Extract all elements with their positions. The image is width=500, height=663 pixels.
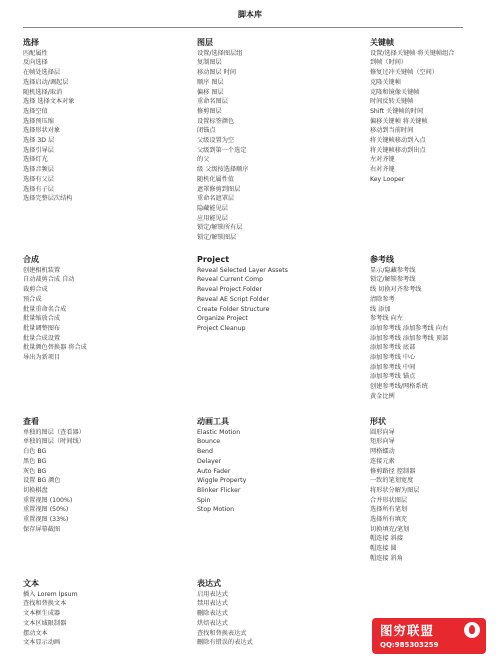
script-list <box>23 49 183 204</box>
script-item[interactable]: 选择完整层次结构 <box>23 195 73 203</box>
script-item[interactable]: 选择灯光 <box>23 156 48 164</box>
script-item[interactable]: 时间反转关键帧 <box>370 98 414 106</box>
script-item[interactable]: 一致的笔划宽度 <box>370 477 414 485</box>
script-item[interactable]: 矩形向导 <box>370 438 395 446</box>
script-item[interactable]: 选择引导层 <box>23 146 54 154</box>
section-heading: 参考线 <box>370 255 394 264</box>
section-heading: 图层 <box>197 38 213 47</box>
script-item[interactable]: 选择有子层 <box>23 185 54 193</box>
script-item[interactable]: 选择音频层 <box>23 166 54 174</box>
script-item[interactable]: 查找和替换文本 <box>23 600 67 608</box>
script-item[interactable]: 将关键帧移动到入点 <box>370 137 426 145</box>
script-item[interactable]: 偏移关键帧 将关键帧 <box>370 117 428 125</box>
script-item[interactable]: 单独的图层（查看器） <box>23 428 85 436</box>
section-expressions <box>197 579 357 648</box>
script-item[interactable]: Shift 关键帧的时间 <box>370 107 424 115</box>
script-item[interactable]: 选择空值 <box>23 107 48 115</box>
section-selection <box>23 38 183 204</box>
script-item[interactable]: 将关键帧移动到出点 <box>370 146 426 154</box>
script-item[interactable]: 删除有错误的表达式 <box>197 639 253 647</box>
script-item[interactable]: Spin <box>197 496 211 504</box>
script-item[interactable]: 应用能见层 <box>197 214 228 222</box>
script-item[interactable]: 复制图层 <box>197 59 222 67</box>
section-heading: 选择 <box>23 38 39 47</box>
script-item[interactable]: 查找和替换表达式 <box>197 629 247 637</box>
title-divider <box>23 27 463 28</box>
script-item[interactable]: 插入 Lorem Ipsum <box>23 590 78 598</box>
script-item[interactable]: 闭锚点 <box>197 127 216 135</box>
section-heading: 关键帧 <box>370 38 394 47</box>
script-list <box>23 266 183 363</box>
script-item[interactable]: 级 父级按选择顺序 <box>197 166 249 174</box>
script-item[interactable]: 线 切换对齐参考线 <box>370 286 422 294</box>
script-item[interactable]: 显示/隐藏参考线 <box>370 266 416 274</box>
script-item[interactable]: 清除参考 <box>370 295 395 303</box>
script-list <box>23 428 183 535</box>
script-item[interactable]: 设置/选择图层组 <box>197 49 243 57</box>
script-item[interactable]: Stop Motion <box>197 506 235 514</box>
watermark-logo <box>372 618 486 654</box>
script-item[interactable]: Reveal Project Folder <box>197 286 263 294</box>
section-text <box>23 579 183 648</box>
script-item[interactable]: 选择形状对象 <box>23 127 61 135</box>
section-view <box>23 417 183 534</box>
script-item[interactable]: 的父 <box>197 156 210 164</box>
section-shapes <box>370 417 500 564</box>
script-item[interactable]: Key Looper <box>370 175 405 183</box>
script-item[interactable]: 白色 BG <box>23 448 47 456</box>
script-list <box>23 590 183 648</box>
script-item[interactable]: Reveal AE Script Folder <box>197 295 269 303</box>
script-item[interactable]: 摆动文本 <box>23 629 48 637</box>
script-item[interactable]: 隐藏能见层 <box>197 204 228 212</box>
script-item[interactable]: 右对齐键 <box>370 166 395 174</box>
script-item[interactable]: 顺序 图层 <box>197 78 224 86</box>
script-list <box>370 428 500 564</box>
script-item[interactable]: Bounce <box>197 438 221 446</box>
section-keyframes <box>370 38 500 185</box>
script-item[interactable]: 批量调整图布 <box>23 324 61 332</box>
script-item[interactable]: 克隆和镜像关键帧 <box>370 88 420 96</box>
script-item[interactable]: 选择 选择文本对象 <box>23 98 75 106</box>
script-item[interactable]: Auto Fader <box>197 467 231 475</box>
script-item[interactable]: 遮罩修剪到图层 <box>197 185 241 193</box>
script-item[interactable]: 重命名遮罩层 <box>197 195 235 203</box>
script-item[interactable]: 到帧（时间） <box>370 59 408 67</box>
section-heading: 查看 <box>23 417 39 426</box>
script-item[interactable]: 克隆关键帧 <box>370 78 401 86</box>
script-item[interactable]: 删除表达式 <box>197 610 228 618</box>
section-heading: 合成 <box>23 255 39 264</box>
script-item[interactable]: Reveal Current Comp <box>197 276 264 284</box>
page-title: 脚本库 <box>238 10 262 19</box>
script-item[interactable]: Blinker Flicker <box>197 486 241 494</box>
script-item[interactable]: Organize Project <box>197 315 248 323</box>
script-item[interactable]: 将形状分解为图层 <box>370 486 420 494</box>
script-item[interactable]: 锁定/解锁所有层 <box>197 224 243 232</box>
script-item[interactable]: Reveal Selected Layer Assets <box>197 266 288 274</box>
script-item[interactable]: 线 添加 <box>370 305 391 313</box>
script-item[interactable]: 匹配属性 <box>23 49 48 57</box>
script-item[interactable]: 选择所有填充 <box>370 516 408 524</box>
script-item[interactable]: 设置/选择关键帧 将关键帧组合 <box>370 49 455 57</box>
script-item[interactable]: Bend <box>197 448 213 456</box>
script-item[interactable]: Wiggle Property <box>197 477 247 485</box>
script-item[interactable]: 切换填充/笔划 <box>370 525 410 533</box>
script-list <box>197 590 357 648</box>
script-item[interactable]: 禁用表达式 <box>197 600 228 608</box>
script-item[interactable]: 裁剪合成 <box>23 286 48 294</box>
script-item[interactable]: 选择预压缩 <box>23 117 54 125</box>
script-item[interactable]: 父级到第一个选定 <box>197 146 247 154</box>
script-item[interactable]: 灰色 BG <box>23 467 47 475</box>
flame-icon <box>464 622 480 638</box>
script-item[interactable]: 烘焙表达式 <box>197 619 228 627</box>
section-heading: Project <box>197 255 230 264</box>
script-item[interactable]: 启用表达式 <box>197 590 228 598</box>
script-item[interactable]: 添加参考线 锚点 <box>370 373 416 381</box>
script-item[interactable]: Project Cleanup <box>197 324 246 332</box>
script-item[interactable]: 锁定/解锁图层 <box>197 234 237 242</box>
section-layers <box>197 38 357 243</box>
script-item[interactable]: 保存屏幕截图 <box>23 525 61 533</box>
script-item[interactable]: 添加参考线 添加参考线 向右 <box>370 324 449 332</box>
script-item[interactable]: 批量重命名合成 <box>23 305 67 313</box>
script-item[interactable]: 设置标签颜色 <box>197 117 235 125</box>
script-item[interactable]: 添加参考线 中间 <box>370 363 416 371</box>
script-item[interactable]: 偏移 图层 <box>197 88 224 96</box>
section-heading: 表达式 <box>197 579 221 588</box>
script-item[interactable]: 网格蠕动 <box>370 448 395 456</box>
script-item[interactable]: 批量合成设置 <box>23 334 61 342</box>
script-item[interactable]: 重置视图 (100%) <box>23 496 73 504</box>
script-item[interactable]: 修复过冲关键帧（空间） <box>370 69 439 77</box>
script-item[interactable]: 左对齐键 <box>370 156 395 164</box>
script-list <box>370 266 500 402</box>
script-item[interactable]: 重置视图 (33%) <box>23 516 69 524</box>
script-item[interactable]: 创建相机装置 <box>23 266 61 274</box>
script-item[interactable]: 选择所有笔划 <box>370 506 408 514</box>
section-heading: 形状 <box>370 417 386 426</box>
script-item[interactable]: 选择有父层 <box>23 175 54 183</box>
script-item[interactable]: 预合成 <box>23 295 42 303</box>
script-list <box>197 428 357 515</box>
script-item[interactable]: Elastic Motion <box>197 428 241 436</box>
script-item[interactable]: Delayer <box>197 457 222 465</box>
script-item[interactable]: 添加参考线 底部 <box>370 344 416 352</box>
script-item[interactable]: 黄金比例 <box>370 392 395 400</box>
script-item[interactable]: 黑色 BG <box>23 457 47 465</box>
section-heading: 动画工具 <box>197 417 229 426</box>
script-item[interactable]: 锁定/解锁参考线 <box>370 276 416 284</box>
script-item[interactable]: 参考线 向左 <box>370 315 403 323</box>
script-item[interactable]: 移动图层 时间 <box>197 69 237 77</box>
section-heading: 文本 <box>23 579 39 588</box>
script-item[interactable]: 帽连接 斜接 <box>370 535 403 543</box>
section-guides <box>370 255 500 402</box>
script-item[interactable]: 批量缩放合成 <box>23 315 61 323</box>
script-item[interactable]: 文本框生成器 <box>23 610 61 618</box>
script-item[interactable]: 自动裁剪合成 自动 <box>23 276 75 284</box>
script-item[interactable]: 文本区域限制器 <box>23 619 67 627</box>
script-item[interactable]: 帽连接 斜角 <box>370 554 403 562</box>
script-item[interactable]: 添加参考线 添加参考线 顶部 <box>370 334 449 342</box>
script-item[interactable]: 随机选择/取消 <box>23 88 63 96</box>
script-item[interactable]: 父级设置为空 <box>197 137 235 145</box>
script-item[interactable]: 修剪路径 控制器 <box>370 467 416 475</box>
script-item[interactable]: 切换棋盘 <box>23 486 48 494</box>
script-list <box>370 49 500 185</box>
script-item[interactable]: 随机化属性值 <box>197 175 235 183</box>
script-item[interactable]: 批量颜色替换器 将合成 <box>23 344 87 352</box>
script-item[interactable]: 重置视图 (50%) <box>23 506 69 514</box>
script-item[interactable]: 合并形状图层 <box>370 496 408 504</box>
watermark-subtitle: QQ:985303259 <box>380 641 439 649</box>
watermark-title: 图穷联盟 <box>380 623 435 638</box>
script-item[interactable]: 选择启动/调起层 <box>23 78 69 86</box>
script-item[interactable]: Create Folder Structure <box>197 305 270 313</box>
script-item[interactable]: 在帧处选择层 <box>23 69 61 77</box>
section-animation <box>197 417 357 515</box>
script-item[interactable]: 反向选择 <box>23 59 48 67</box>
script-list <box>197 49 357 243</box>
script-item[interactable]: 添加参考线 中心 <box>370 354 416 362</box>
script-item[interactable]: 帽连接 圆 <box>370 545 397 553</box>
script-item[interactable]: 导出为新项目 <box>23 354 61 362</box>
script-item[interactable]: 单独的图层（时间线） <box>23 438 85 446</box>
script-item[interactable]: 重命名图层 <box>197 98 228 106</box>
script-item[interactable]: 创建参考线/网格系统 <box>370 383 428 391</box>
script-item[interactable]: 文本显示动画 <box>23 639 61 647</box>
script-item[interactable]: 圆形向导 <box>370 428 395 436</box>
script-item[interactable]: 连接元素 <box>370 457 395 465</box>
section-compositions <box>23 255 183 363</box>
script-list <box>197 266 357 334</box>
script-item[interactable]: 移动到当前时间 <box>370 127 414 135</box>
script-item[interactable]: 选择 3D 层 <box>23 137 55 145</box>
section-project <box>197 255 357 334</box>
script-item[interactable]: 修剪图层 <box>197 107 222 115</box>
script-item[interactable]: 设置 BG 颜色 <box>23 477 61 485</box>
